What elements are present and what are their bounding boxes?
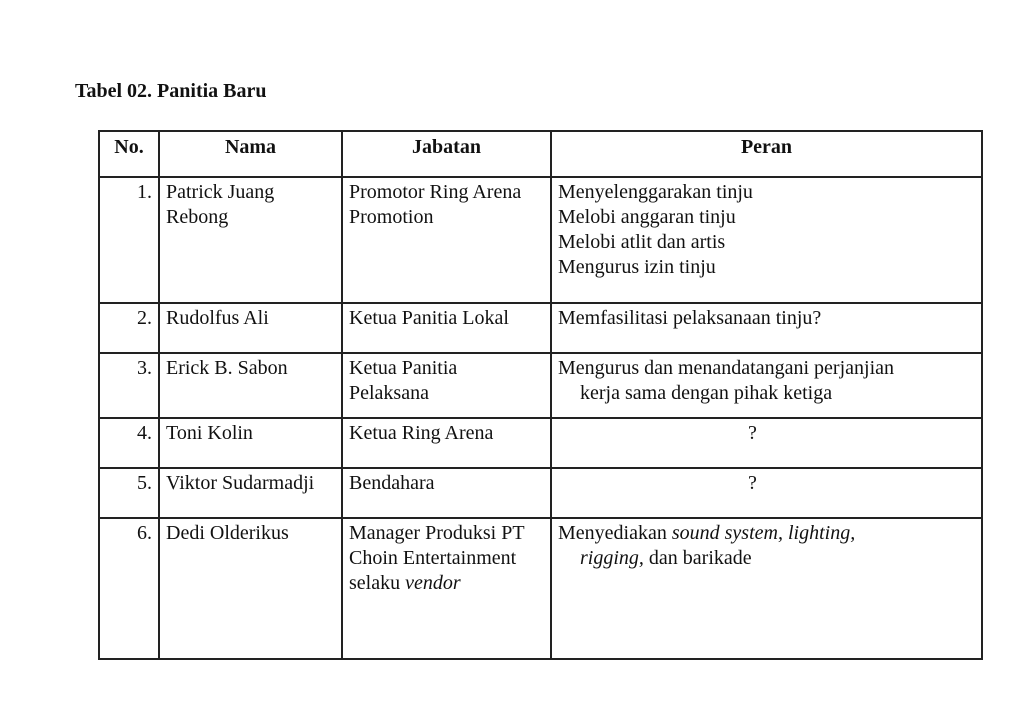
- peran-line: Mengurus dan menandatangani perjanjian: [558, 357, 894, 379]
- jabatan-line: [349, 571, 544, 596]
- jabatan-line: Ketua Panitia Lokal: [349, 307, 509, 329]
- cell-jabatan: [342, 303, 551, 353]
- cell-nama: [159, 518, 342, 659]
- jabatan-text: selaku: [349, 572, 406, 594]
- peran-line: kerja sama dengan pihak ketiga: [580, 382, 833, 404]
- peran-italic-text: sound system, lighting,: [671, 522, 856, 544]
- peran-line: Mengurus izin tinju: [558, 256, 716, 278]
- cell-peran: [551, 418, 982, 468]
- cell-nama: [159, 303, 342, 353]
- table-row: [99, 468, 982, 518]
- cell-no: 6.: [99, 518, 159, 659]
- cell-nama: [159, 418, 342, 468]
- cell-peran: [551, 518, 982, 659]
- cell-nama: [159, 468, 342, 518]
- peran-line: [558, 546, 975, 571]
- nama-line: Patrick Juang: [166, 181, 275, 203]
- table-row: [99, 418, 982, 468]
- peran-line: Menyelenggarakan tinju: [558, 181, 753, 203]
- table-row: [99, 353, 982, 418]
- cell-no: 4.: [99, 418, 159, 468]
- peran-line: Melobi anggaran tinju: [558, 206, 736, 228]
- peran-unknown: ?: [748, 422, 757, 444]
- cell-jabatan: [342, 418, 551, 468]
- header-jabatan: Jabatan: [342, 131, 551, 177]
- cell-jabatan: [342, 353, 551, 418]
- jabatan-line: Pelaksana: [349, 382, 429, 404]
- table-row: [99, 303, 982, 353]
- cell-peran: [551, 303, 982, 353]
- cell-no: 2.: [99, 303, 159, 353]
- peran-line: Melobi atlit dan artis: [558, 231, 726, 253]
- header-no: No.: [99, 131, 159, 177]
- nama-line: Viktor Sudarmadji: [166, 472, 315, 494]
- cell-no: 3.: [99, 353, 159, 418]
- cell-no: 5.: [99, 468, 159, 518]
- nama-line: Erick B. Sabon: [166, 357, 288, 379]
- cell-jabatan: [342, 177, 551, 303]
- jabatan-line: Promotion: [349, 206, 434, 228]
- jabatan-line: Bendahara: [349, 472, 435, 494]
- cell-no: 1.: [99, 177, 159, 303]
- peran-line: Memfasilitasi pelaksanaan tinju?: [558, 307, 822, 329]
- jabatan-line: Promotor Ring Arena: [349, 181, 522, 203]
- nama-line: Rebong: [166, 206, 229, 228]
- table-header-row: [99, 131, 982, 177]
- cell-jabatan: [342, 468, 551, 518]
- peran-line: [558, 521, 975, 546]
- header-nama: Nama: [159, 131, 342, 177]
- jabatan-line: Ketua Panitia: [349, 357, 458, 379]
- jabatan-line: Manager Produksi PT: [349, 522, 525, 544]
- peran-unknown: ?: [748, 472, 757, 494]
- table-row: [99, 177, 982, 303]
- panitia-table: [98, 130, 983, 660]
- nama-line: Dedi Olderikus: [166, 522, 289, 544]
- peran-text: dan barikade: [643, 547, 752, 569]
- table-caption: Tabel 02. Panitia Baru: [75, 80, 267, 102]
- cell-nama: [159, 177, 342, 303]
- cell-jabatan: [342, 518, 551, 659]
- table-row: [99, 518, 982, 659]
- cell-nama: [159, 353, 342, 418]
- jabatan-italic-text: vendor: [405, 572, 461, 594]
- nama-line: Rudolfus Ali: [166, 307, 269, 329]
- cell-peran: [551, 177, 982, 303]
- peran-text: Menyediakan: [558, 522, 672, 544]
- cell-peran: [551, 353, 982, 418]
- header-peran: Peran: [551, 131, 982, 177]
- cell-peran: [551, 468, 982, 518]
- nama-line: Toni Kolin: [166, 422, 253, 444]
- jabatan-line: Choin Entertainment: [349, 547, 517, 569]
- jabatan-line: Ketua Ring Arena: [349, 422, 494, 444]
- peran-italic-text: rigging,: [580, 547, 644, 569]
